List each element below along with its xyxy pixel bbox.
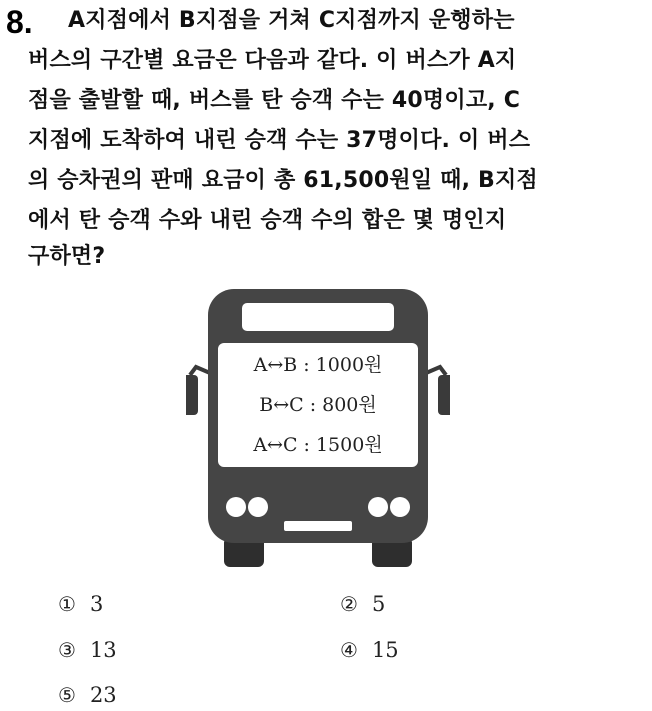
fare-a-b: A↔B : 1000원 — [253, 354, 383, 376]
right-mirror — [438, 375, 450, 415]
fare-a-c: A↔C : 1500원 — [253, 434, 383, 456]
left-mirror — [186, 375, 198, 415]
question-number: 8. — [6, 4, 33, 40]
choice-marker: ③ — [58, 638, 76, 662]
choice-3[interactable] — [58, 638, 117, 662]
choice-4[interactable] — [340, 638, 399, 662]
question-line: 점을 출발할 때, 버스를 탄 승객 수는 40명이고, C — [28, 88, 521, 113]
choice-2[interactable] — [340, 592, 385, 616]
right-headlight-outer — [390, 497, 410, 517]
choice-marker: ② — [340, 592, 358, 616]
choice-5[interactable] — [58, 683, 117, 707]
choice-marker: ④ — [340, 638, 358, 662]
choice-value: 3 — [89, 592, 104, 616]
grille — [284, 521, 352, 531]
destination-sign — [242, 303, 394, 331]
choice-value: 15 — [371, 638, 399, 662]
choice-value: 5 — [371, 592, 386, 616]
question-line: 의 승차권의 판매 요금이 총 61,500원일 때, B지점 — [28, 168, 538, 193]
left-headlight-outer — [226, 497, 246, 517]
right-mirror-arm — [426, 367, 446, 375]
choice-marker: ⑤ — [58, 683, 76, 707]
question-line: A지점에서 B지점을 거쳐 C지점까지 운행하는 — [68, 8, 515, 33]
bus-illustration — [186, 285, 450, 570]
choice-1[interactable] — [58, 592, 103, 616]
question-line: 버스의 구간별 요금은 다음과 같다. 이 버스가 A지 — [28, 48, 517, 73]
question-line: 구하면? — [28, 244, 106, 269]
fare-b-c: B↔C : 800원 — [259, 394, 377, 416]
right-headlight-inner — [368, 497, 388, 517]
left-mirror-arm — [190, 367, 210, 375]
choice-value: 23 — [89, 683, 117, 707]
choice-marker: ① — [58, 592, 76, 616]
choice-value: 13 — [89, 638, 117, 662]
left-headlight-inner — [248, 497, 268, 517]
question-line: 지점에 도착하여 내린 승객 수는 37명이다. 이 버스 — [28, 128, 531, 153]
question-line: 에서 탄 승객 수와 내린 승객 수의 합은 몇 명인지 — [28, 208, 507, 233]
